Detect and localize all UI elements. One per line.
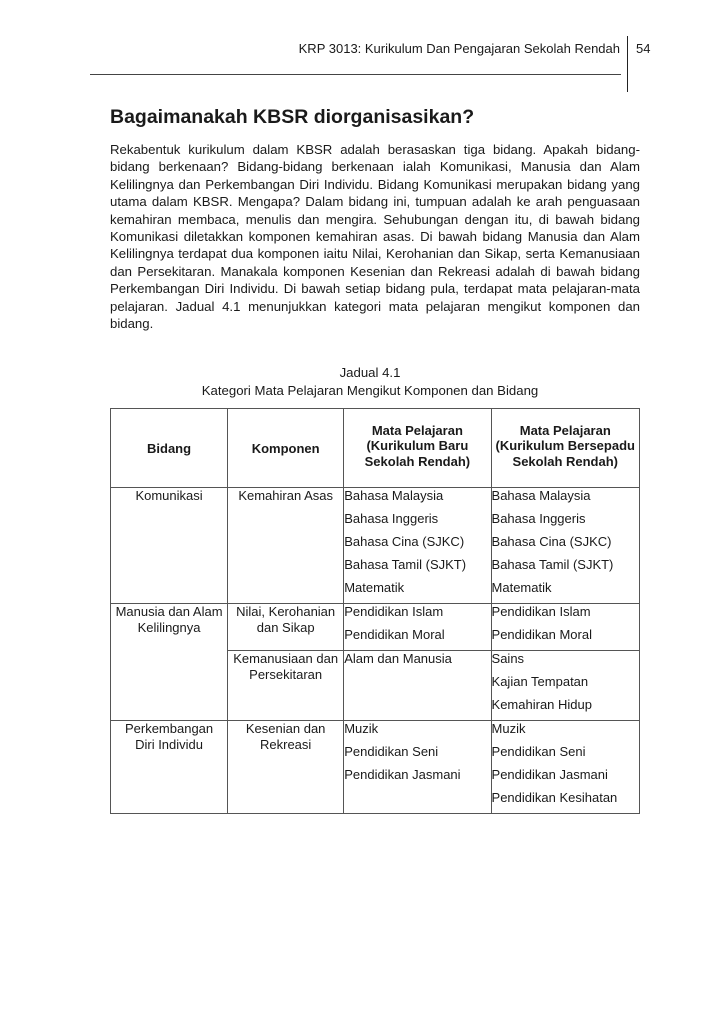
subject-item: Bahasa Cina (SJKC)	[344, 534, 465, 549]
header-kssr: Mata Pelajaran (Kurikulum Bersepadu Sekolah Rendah)	[491, 409, 639, 488]
kssr-subjects-cell	[491, 604, 639, 651]
table-caption-title: Kategori Mata Pelajaran Mengikut Komponen dan Bidang	[201, 383, 539, 398]
subject-item: Alam dan Manusia	[344, 651, 452, 666]
kbsr-subjects-cell	[344, 651, 491, 721]
section-heading: Bagaimanakah KBSR diorganisasikan?	[110, 106, 475, 128]
kssr-subjects-cell	[491, 721, 639, 814]
header-divider-vertical	[627, 36, 628, 92]
subject-item: Muzik	[344, 721, 379, 736]
komponen-cell	[228, 651, 344, 721]
subject-item: Pendidikan Moral	[491, 627, 592, 642]
kssr-subjects-cell	[491, 488, 639, 604]
header-kbsr: Mata Pelajaran (Kurikulum Baru Sekolah Rendah)	[344, 409, 491, 488]
subject-item: Pendidikan Islam	[344, 604, 444, 619]
subject-item: Pendidikan Seni	[491, 744, 586, 759]
bidang-label: Manusia dan Alam Kelilingnya	[115, 604, 223, 635]
subject-item: Pendidikan Jasmani	[491, 767, 608, 782]
kbsr-subjects-cell	[344, 721, 491, 814]
kbsr-subjects-cell	[344, 488, 491, 604]
subject-item: Bahasa Tamil (SJKT)	[491, 557, 614, 572]
subject-item: Bahasa Inggeris	[344, 511, 439, 526]
header-komponen: Komponen	[228, 409, 344, 488]
subject-item: Bahasa Inggeris	[491, 511, 586, 526]
subject-item: Kemahiran Hidup	[491, 697, 592, 712]
bidang-label: Komunikasi	[135, 488, 203, 503]
komponen-cell	[228, 488, 344, 604]
table-row	[111, 604, 640, 651]
subject-item: Kajian Tempatan	[491, 674, 589, 689]
subject-item: Bahasa Malaysia	[491, 488, 591, 503]
bidang-cell	[111, 488, 228, 604]
komponen-label: Kesenian dan Rekreasi	[245, 721, 326, 752]
subject-item: Matematik	[344, 580, 405, 595]
bidang-label: Perkembangan Diri Individu	[124, 721, 214, 752]
kbsr-subjects-cell	[344, 604, 491, 651]
subject-item: Pendidikan Islam	[491, 604, 591, 619]
komponen-label: Kemanusiaan dan Persekitaran	[233, 651, 339, 682]
table-row	[111, 721, 640, 814]
table-header-row	[111, 409, 640, 488]
table-caption-number: Jadual 4.1	[339, 365, 401, 380]
subject-item: Sains	[491, 651, 525, 666]
running-header: KRP 3013: Kurikulum Dan Pengajaran Sekolah Rendah	[298, 41, 620, 56]
header-divider-horizontal	[90, 74, 621, 75]
komponen-cell	[228, 721, 344, 814]
subject-item: Bahasa Cina (SJKC)	[491, 534, 612, 549]
kssr-subjects-cell	[491, 651, 639, 721]
subject-item: Muzik	[491, 721, 526, 736]
bidang-cell	[111, 604, 228, 721]
subject-item: Bahasa Malaysia	[344, 488, 444, 503]
bidang-cell	[111, 721, 228, 814]
subject-item: Pendidikan Jasmani	[344, 767, 461, 782]
subject-item: Pendidikan Moral	[344, 627, 445, 642]
header-bidang: Bidang	[111, 409, 228, 488]
subject-category-table	[110, 408, 640, 814]
body-paragraph: Rekabentuk kurikulum dalam KBSR adalah berasaskan tiga bidang. Apakah bidang-bidang berkenaan? Bidang-bidang berkenaan ialah Komunikasi, Manusia dan Alam Kelilingnya dan Perkembangan Diri Individu. Bidang Komunikasi merupakan bidang yang utama dalam KBSR. Mengapa? Dalam bidang ini, tumpuan adalah ke arah penguasaan kemahiran membaca, menulis dan mengira. Sehubungan dengan itu, di bawah bidang Komunikasi diletakkan komponen kemahiran asas. Di bawah bidang Manusia dan Alam Kelilingnya terdapat dua komponen iaitu Nilai, Kerohanian dan Sikap, serta Kemanusiaan dan Persekitaran. Manakala komponen Kesenian dan Rekreasi adalah di bawah bidang Perkembangan Diri Individu. Di bawah setiap bidang pula, terdapat mata pelajaran-mata pelajaran. Jadual 4.1 menunjukkan kategori mata pelajaran mengikut komponen dan bidang.	[110, 142, 640, 332]
subject-item: Pendidikan Seni	[344, 744, 439, 759]
subject-item: Bahasa Tamil (SJKT)	[344, 557, 467, 572]
komponen-cell	[228, 604, 344, 651]
subject-item: Matematik	[491, 580, 552, 595]
komponen-label: Nilai, Kerohanian dan Sikap	[236, 604, 336, 635]
subject-item: Pendidikan Kesihatan	[491, 790, 618, 805]
komponen-label: Kemahiran Asas	[238, 488, 333, 503]
page-number: 54	[636, 41, 651, 56]
table-row	[111, 488, 640, 604]
